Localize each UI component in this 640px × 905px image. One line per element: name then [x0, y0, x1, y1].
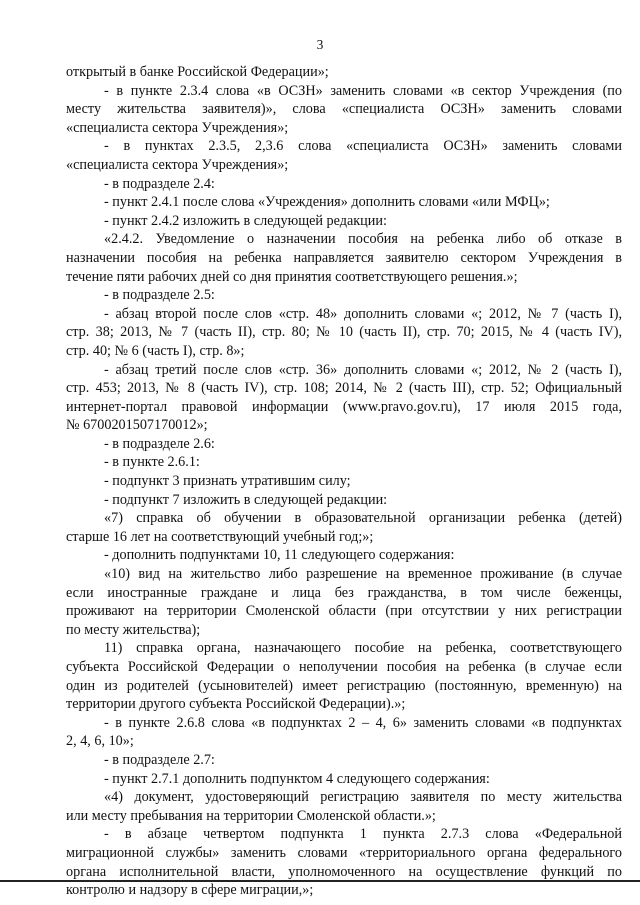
text-line: «10) вид на жительство либо разрешение на временное проживание (в случае: [104, 566, 622, 583]
text-line: - пункт 2.7.1 дополнить подпунктом 4 следующего содержания:: [104, 770, 490, 787]
text-line: месту жительства заявителя)», слова «специалиста ОСЗН» заменить словами: [66, 101, 622, 118]
text-line: миграционной службы» заменить словами «территориального органа федерального: [66, 844, 622, 861]
text-line: интернет-портал правовой информации (www.pravo.gov.ru), 17 июля 2015 года,: [66, 398, 622, 415]
text-line: «4) документ, удостоверяющий регистрацию заявителя по месту жительства: [104, 789, 622, 806]
text-line: один из родителей (усыновителей) имеет регистрацию (постоянную, временную) на: [66, 677, 622, 694]
text-line: - подпункт 3 признать утратившим силу;: [104, 473, 351, 490]
text-line: «специалиста сектора Учреждения»;: [66, 119, 289, 136]
text-line: органа исполнительной власти, уполномоченного на осуществление функций по: [66, 863, 622, 880]
page-number: 3: [316, 37, 324, 52]
text-line: - в подразделе 2.6:: [104, 435, 215, 452]
text-line: - дополнить подпунктами 10, 11 следующего содержания:: [104, 547, 455, 564]
text-line: старше 16 лет на соответствующий учебный год;»;: [66, 528, 374, 545]
text-line: - в пункте 2.6.1:: [104, 454, 200, 471]
text-line: - в пунктах 2.3.5, 2,3.6 слова «специалиста ОСЗН» заменить словами: [104, 138, 622, 155]
text-line: «7) справка об обучении в образовательной организации ребенка (детей): [104, 510, 622, 527]
text-line: - в пункте 2.6.8 слова «в подпунктах 2 – 4, 6» заменить словами «в подпунктах: [104, 714, 622, 731]
text-line: - в подразделе 2.4:: [104, 175, 215, 192]
text-line: контролю и надзору в сфере миграции,»;: [66, 882, 314, 899]
text-line: стр. 40; № 6 (часть I), стр. 8»;: [66, 342, 245, 359]
text-line: субъекта Российской Федерации о неполучении пособия на ребенка (в случае если: [66, 659, 622, 675]
text-line: - в подразделе 2.5:: [104, 287, 215, 304]
text-line: назначении пособия на ребенка направляется заявителю сектором Учреждения в: [66, 249, 622, 266]
bottom-rule: [0, 880, 640, 882]
text-line: проживают на территории Смоленской области (при отсутствии у них регистрации: [66, 603, 622, 620]
text-line: - пункт 2.4.1 после слова «Учреждения» дополнить словами «или МФЦ»;: [104, 194, 550, 211]
text-line: № 6700201507170012»;: [66, 417, 208, 434]
text-line: - в подразделе 2.7:: [104, 751, 215, 768]
text-line: стр. 453; 2013, № 8 (часть IV), стр. 108; 2014, № 2 (часть III), стр. 52; Официальный: [66, 380, 622, 397]
text-line: территории другого субъекта Российской Федерации).»;: [66, 696, 406, 713]
text-line: течение пяти рабочих дней со дня принятия соответствующего решения.»;: [66, 268, 518, 285]
text-line: 11) справка органа, назначающего пособие на ребенка, соответствующего: [104, 640, 622, 657]
text-line: стр. 38; 2013, № 7 (часть II), стр. 80; № 10 (часть II), стр. 70; 2015, № 4 (часть IV),: [66, 324, 622, 341]
text-line: - в абзаце четвертом подпункта 1 пункта 2.7.3 слова «Федеральной: [104, 826, 622, 843]
text-line: - абзац второй после слов «стр. 48» дополнить словами «; 2012, № 7 (часть I),: [104, 305, 622, 322]
text-line: открытый в банке Российской Федерации»;: [66, 64, 329, 80]
document-body: [66, 63, 622, 900]
text-line: «специалиста сектора Учреждения»;: [66, 156, 289, 173]
text-line: - пункт 2.4.2 изложить в следующей редакции:: [104, 212, 387, 229]
text-line: или месту пребывания на территории Смоленской области.»;: [66, 807, 436, 824]
text-line: - подпункт 7 изложить в следующей редакции:: [104, 491, 388, 508]
text-line: - в пункте 2.3.4 слова «в ОСЗН» заменить словами «в сектор Учреждения (по: [104, 82, 622, 99]
text-line: 2, 4, 6, 10»;: [66, 733, 134, 750]
text-line: «2.4.2. Уведомление о назначении пособия на ребенка либо об отказе в: [104, 231, 622, 248]
text-line: по месту жительства);: [66, 621, 201, 638]
text-line: если иностранные граждане и лица без гражданства, в том числе беженцы,: [66, 584, 622, 601]
text-line: - абзац третий после слов «стр. 36» дополнить словами «; 2012, № 2 (часть I),: [104, 361, 622, 378]
